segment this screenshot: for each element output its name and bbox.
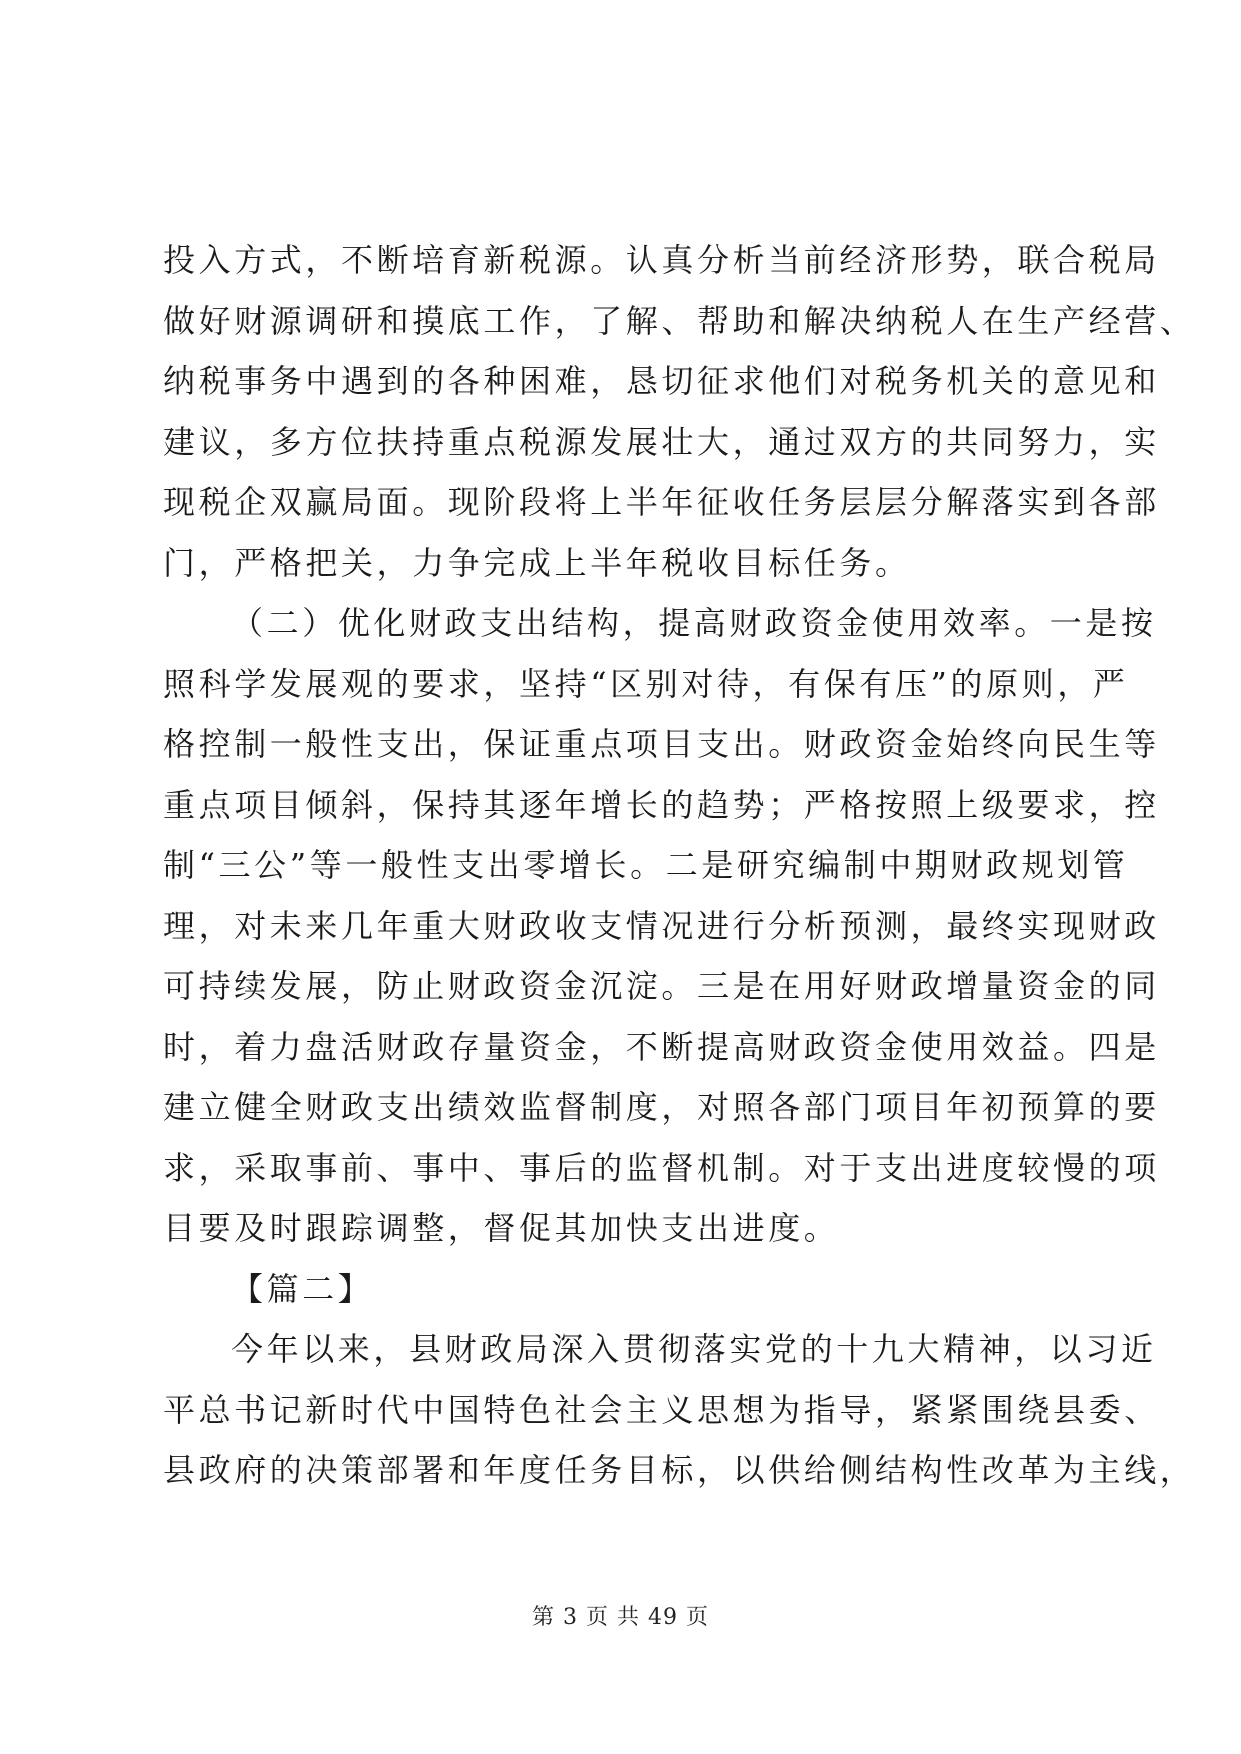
text-line-11: 制“三公”等一般性支出零增长。二是研究编制中期财政规划管: [163, 846, 1129, 884]
text-line-12: 理，对未来几年重大财政收支情况进行分析预测，最终实现财政: [163, 906, 1160, 945]
page-number-label: 第 3 页 共 49 页: [532, 1605, 709, 1630]
text-line-17: 目要及时跟踪调整，督促其加快支出进度。: [163, 1209, 840, 1247]
section-heading-2: （二）优化财政支出结构，提高财政资金使用效率。一是按: [231, 604, 1157, 642]
document-body: [163, 230, 1196, 1501]
text-line-14: 时，着力盘活财政存量资金，不断提高财政资金使用效益。四是: [163, 1027, 1160, 1066]
text-line-5: 现税企双赢局面。现阶段将上半年征收任务层层分解落实到各部: [163, 483, 1160, 521]
text-line-2: 做好财源调研和摸底工作，了解、帮助和解决纳税人在生产经营、: [163, 301, 1196, 340]
text-line-6: 门，严格把关，力争完成上半年税收目标任务。: [163, 543, 911, 582]
text-line-8: 照科学发展观的要求，坚持“区别对待，有保有压”的原则，严: [163, 664, 1129, 703]
chapter-marker: 【篇二】: [231, 1269, 374, 1308]
text-line-10: 重点项目倾斜，保持其逐年增长的趋势；严格按照上级要求，控: [163, 785, 1160, 824]
text-line-13: 可持续发展，防止财政资金沉淀。三是在用好财政增量资金的同: [163, 967, 1160, 1005]
text-line-1: 投入方式，不断培育新税源。认真分析当前经济形势，联合税局: [163, 241, 1160, 279]
text-line-15: 建立健全财政支出绩效监督制度，对照各部门项目年初预算的要: [163, 1088, 1160, 1126]
text-line-16: 求，采取事前、事中、事后的监督机制。对于支出进度较慢的项: [163, 1148, 1160, 1187]
text-line-3: 纳税事务中遇到的各种困难，恳切征求他们对税务机关的意见和: [163, 362, 1160, 400]
page-footer: [0, 1600, 1241, 1631]
text-line-21: 县政府的决策部署和年度任务目标，以供给侧结构性改革为主线，: [163, 1451, 1196, 1489]
text-line-20: 平总书记新时代中国特色社会主义思想为指导，紧紧围绕县委、: [163, 1390, 1160, 1429]
text-line-9: 格控制一般性支出，保证重点项目支出。财政资金始终向民生等: [163, 725, 1160, 763]
text-line-19: 今年以来，县财政局深入贯彻落实党的十九大精神，以习近: [231, 1330, 1157, 1368]
text-line-4: 建议，多方位扶持重点税源发展壮大，通过双方的共同努力，实: [163, 422, 1160, 461]
